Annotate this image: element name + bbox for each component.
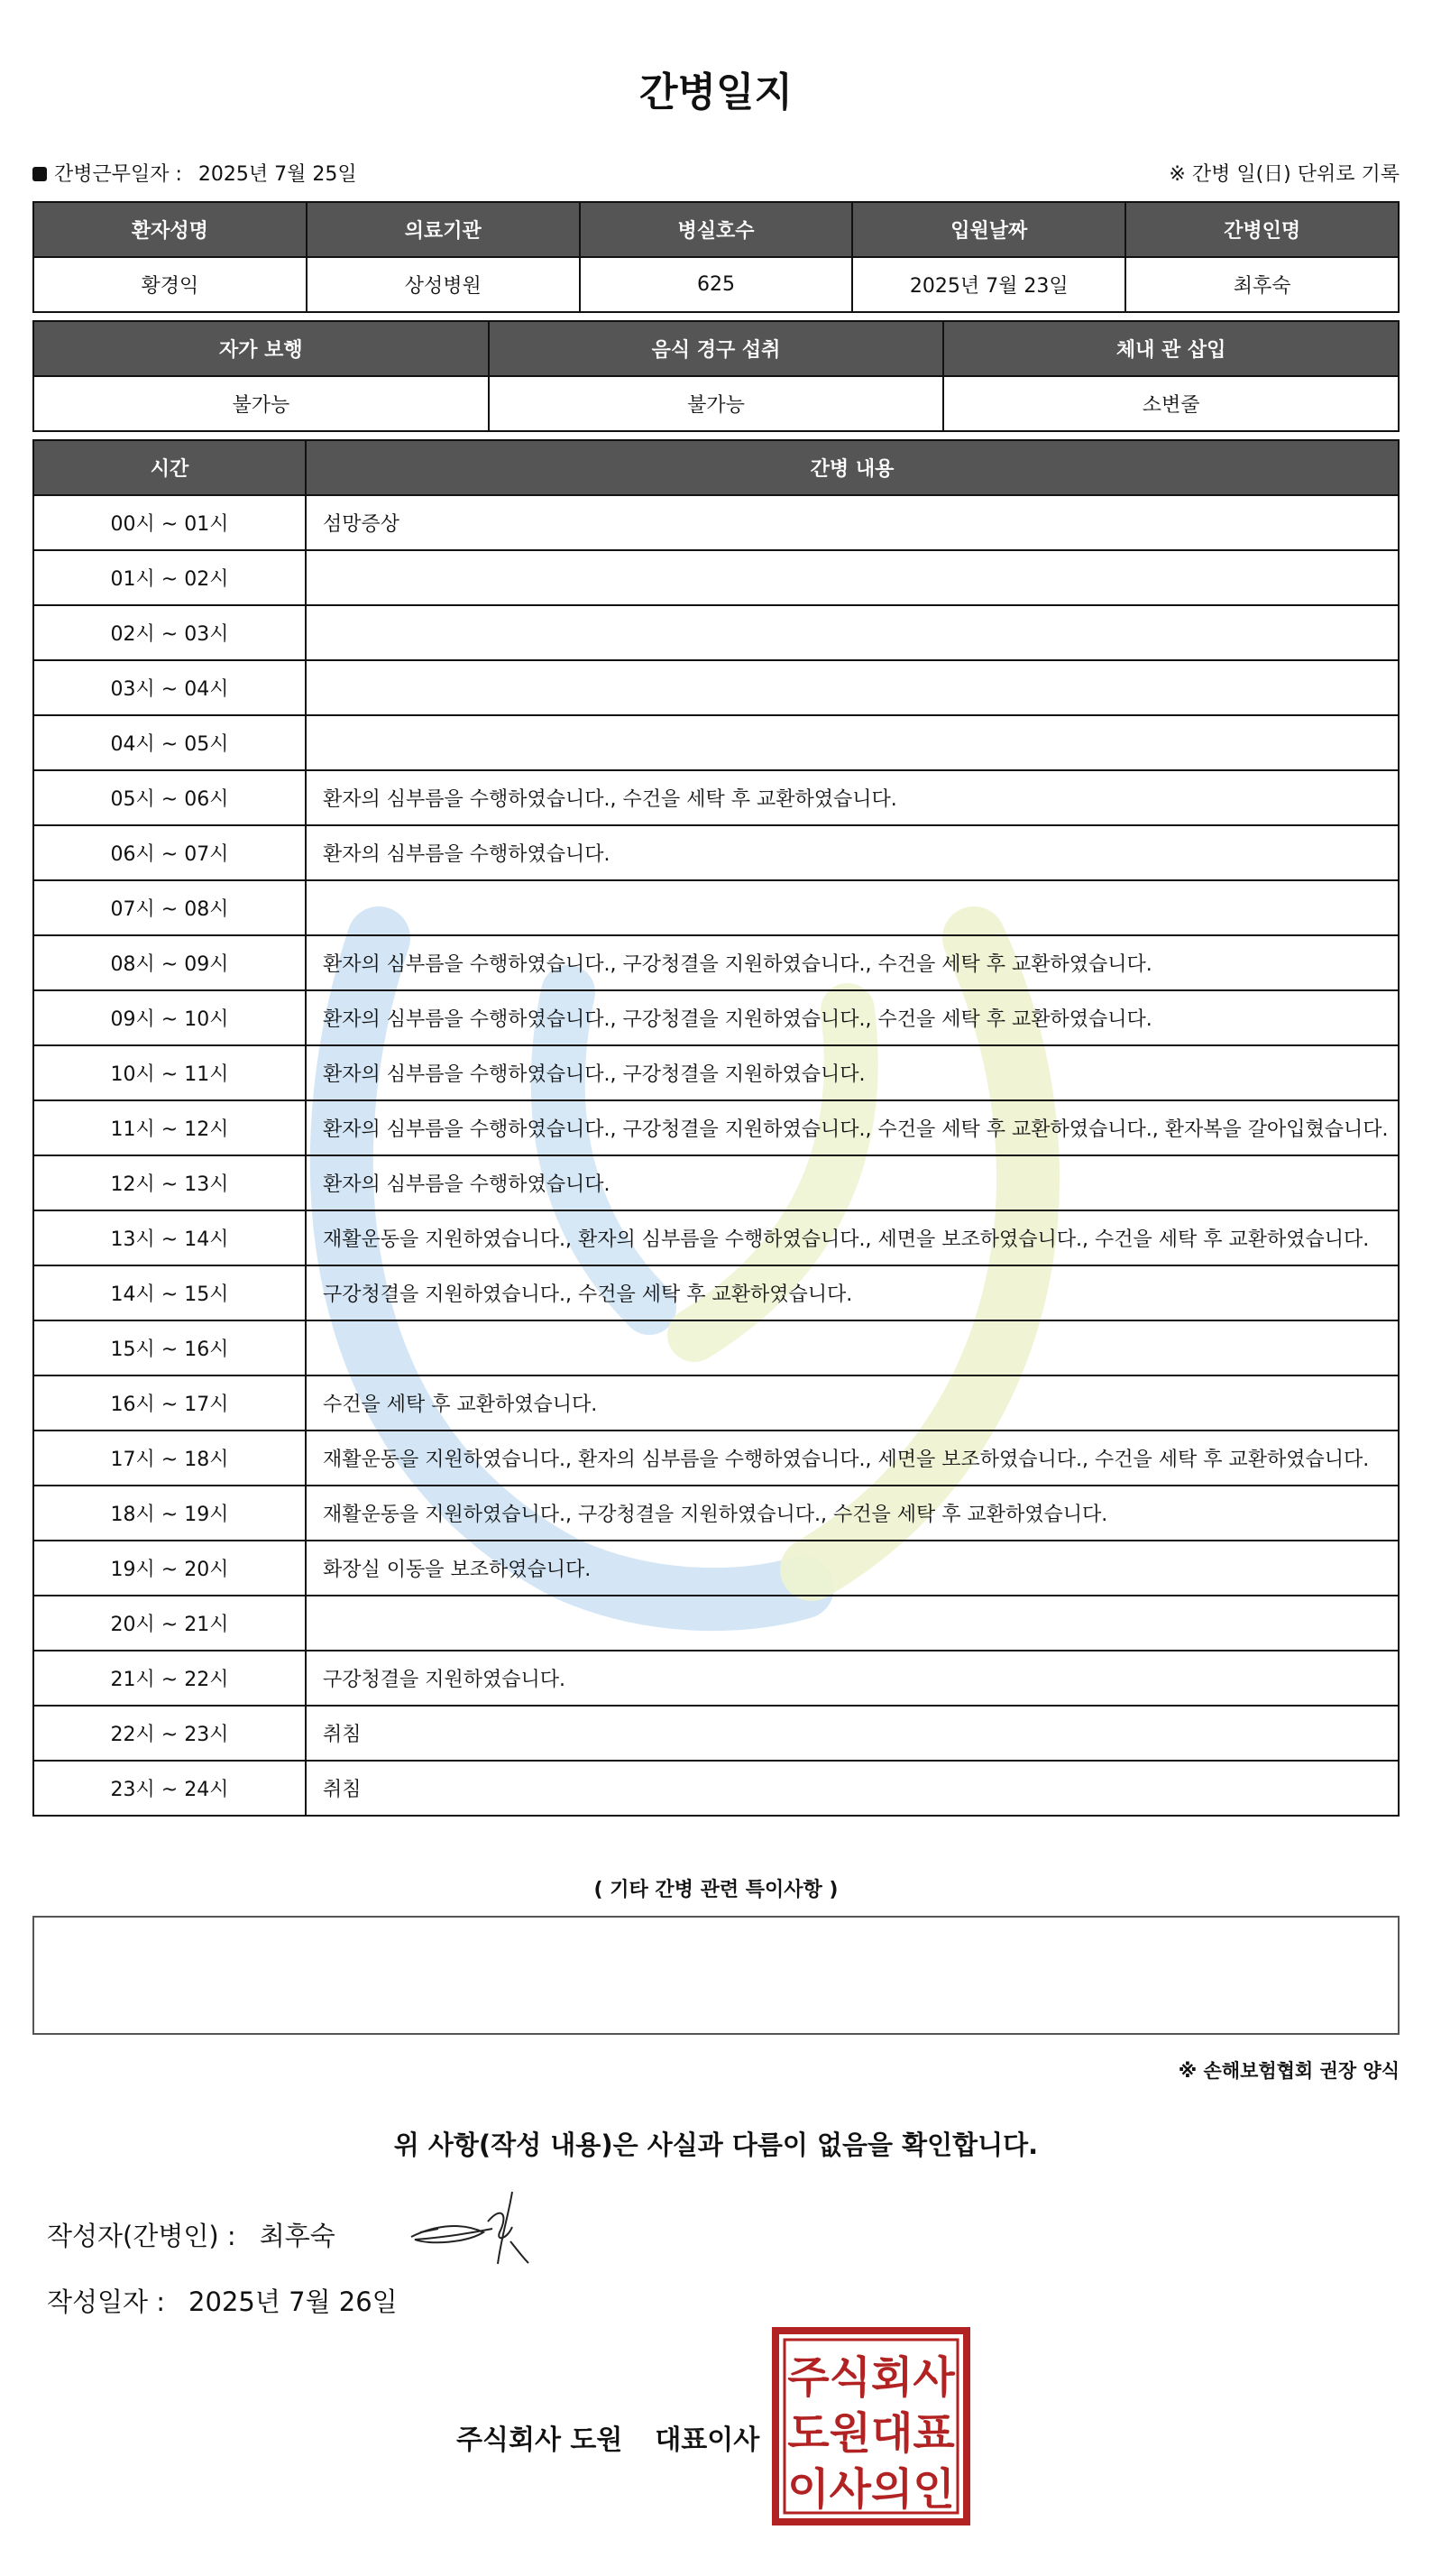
log-content: 환자의 심부름을 수행하였습니다. — [306, 825, 1399, 880]
company-title: 대표이사 — [655, 2424, 760, 2456]
seal-line-3: 이사의인 — [787, 2464, 955, 2515]
table-row — [33, 550, 1399, 605]
log-time: 02시 ~ 03시 — [33, 605, 306, 660]
log-content: 환자의 심부름을 수행하였습니다., 구강청결을 지원하였습니다., 수건을 세탁 후 교환하였습니다. — [306, 935, 1399, 990]
table-row — [33, 1045, 1399, 1100]
header-walking: 자가 보행 — [33, 321, 489, 376]
page-title: 간병일지 — [638, 69, 793, 115]
log-time: 01시 ~ 02시 — [33, 550, 306, 605]
table-row — [33, 715, 1399, 770]
work-date-label: 간병근무일자 : — [54, 163, 182, 186]
table-row — [33, 1210, 1399, 1265]
work-date — [32, 159, 357, 187]
log-content — [306, 660, 1399, 715]
patient-name: 황경익 — [33, 257, 307, 312]
header-admission-date: 입원날짜 — [852, 202, 1125, 257]
status-value-row — [33, 376, 1399, 431]
work-date-row — [32, 159, 1400, 186]
log-content: 환자의 심부름을 수행하였습니다., 수건을 세탁 후 교환하였습니다. — [306, 770, 1399, 825]
table-row — [33, 1375, 1399, 1431]
log-content: 재활운동을 지원하였습니다., 환자의 심부름을 수행하였습니다., 세면을 보조하였습니다., 수건을 세탁 후 교환하였습니다. — [306, 1210, 1399, 1265]
admission-date: 2025년 7월 23일 — [852, 257, 1125, 312]
log-time: 12시 ~ 13시 — [33, 1155, 306, 1210]
company-seal-icon — [772, 2327, 970, 2525]
bullet-square-icon — [32, 167, 47, 181]
patient-value-row — [33, 257, 1399, 312]
log-time: 08시 ~ 09시 — [33, 935, 306, 990]
patient-info-table — [32, 201, 1400, 313]
patient-status-table — [32, 320, 1400, 432]
table-row — [33, 660, 1399, 715]
log-content — [306, 550, 1399, 605]
signature-icon — [402, 2187, 555, 2268]
log-time: 20시 ~ 21시 — [33, 1596, 306, 1651]
hospital: 상성병원 — [307, 257, 580, 312]
recommend-note: ※ 손해보험협회 권장 양식 — [1178, 2060, 1400, 2082]
confirm-statement: 위 사항(작성 내용)은 사실과 다름이 없음을 확인합니다. — [393, 2130, 1039, 2160]
write-date-line — [47, 2282, 398, 2319]
writer-name: 최후숙 — [259, 2221, 335, 2251]
table-row — [33, 1486, 1399, 1541]
header-patient-name: 환자성명 — [33, 202, 307, 257]
log-time: 19시 ~ 20시 — [33, 1541, 306, 1596]
log-time: 18시 ~ 19시 — [33, 1486, 306, 1541]
oral-intake-status: 불가능 — [489, 376, 944, 431]
header-content: 간병 내용 — [306, 440, 1399, 495]
tube-status: 소변줄 — [943, 376, 1399, 431]
log-time: 07시 ~ 08시 — [33, 880, 306, 935]
work-date-value: 2025년 7월 25일 — [197, 163, 357, 186]
table-row — [33, 1100, 1399, 1155]
log-time: 06시 ~ 07시 — [33, 825, 306, 880]
log-header-row — [33, 440, 1399, 495]
log-time: 03시 ~ 04시 — [33, 660, 306, 715]
log-content — [306, 715, 1399, 770]
patient-header-row — [33, 202, 1399, 257]
company-name: 주식회사 도원 — [456, 2424, 623, 2456]
log-time: 16시 ~ 17시 — [33, 1375, 306, 1431]
table-row — [33, 1651, 1399, 1706]
log-time: 04시 ~ 05시 — [33, 715, 306, 770]
log-time: 09시 ~ 10시 — [33, 990, 306, 1045]
table-row — [33, 1320, 1399, 1375]
log-content: 화장실 이동을 보조하였습니다. — [306, 1541, 1399, 1596]
log-content — [306, 1320, 1399, 1375]
header-caregiver: 간병인명 — [1125, 202, 1399, 257]
status-header-row — [33, 321, 1399, 376]
log-time: 22시 ~ 23시 — [33, 1706, 306, 1761]
table-row — [33, 880, 1399, 935]
writer-line — [47, 2216, 335, 2253]
log-content: 환자의 심부름을 수행하였습니다., 구강청결을 지원하였습니다., 수건을 세탁 후 교환하였습니다. — [306, 990, 1399, 1045]
log-content: 재활운동을 지원하였습니다., 구강청결을 지원하였습니다., 수건을 세탁 후 교환하였습니다. — [306, 1486, 1399, 1541]
table-row — [33, 495, 1399, 550]
log-content: 환자의 심부름을 수행하였습니다. — [306, 1155, 1399, 1210]
log-time: 00시 ~ 01시 — [33, 495, 306, 550]
log-content: 수건을 세탁 후 교환하였습니다. — [306, 1375, 1399, 1431]
table-row — [33, 1431, 1399, 1486]
log-content: 취침 — [306, 1706, 1399, 1761]
log-time: 17시 ~ 18시 — [33, 1431, 306, 1486]
write-date-value: 2025년 7월 26일 — [188, 2286, 398, 2317]
walking-status: 불가능 — [33, 376, 489, 431]
unit-note: ※ 간병 일(日) 단위로 기록 — [1169, 163, 1400, 186]
log-time: 05시 ~ 06시 — [33, 770, 306, 825]
log-time: 15시 ~ 16시 — [33, 1320, 306, 1375]
table-row — [33, 990, 1399, 1045]
care-log-table — [32, 439, 1400, 1817]
log-content: 섬망증상 — [306, 495, 1399, 550]
header-hospital: 의료기관 — [307, 202, 580, 257]
table-row — [33, 1155, 1399, 1210]
header-oral-intake: 음식 경구 섭취 — [489, 321, 944, 376]
log-time: 14시 ~ 15시 — [33, 1265, 306, 1320]
log-content — [306, 1596, 1399, 1651]
room-number: 625 — [580, 257, 853, 312]
table-row — [33, 1761, 1399, 1816]
log-time: 13시 ~ 14시 — [33, 1210, 306, 1265]
seal-line-2: 도원대표 — [787, 2408, 955, 2459]
log-time: 21시 ~ 22시 — [33, 1651, 306, 1706]
write-date-label: 작성일자 : — [47, 2286, 166, 2317]
table-row — [33, 605, 1399, 660]
header-time: 시간 — [33, 440, 306, 495]
log-content — [306, 880, 1399, 935]
header-room: 병실호수 — [580, 202, 853, 257]
log-time: 10시 ~ 11시 — [33, 1045, 306, 1100]
table-row — [33, 1596, 1399, 1651]
log-content: 환자의 심부름을 수행하였습니다., 구강청결을 지원하였습니다., 수건을 세탁 후 교환하였습니다., 환자복을 갈아입혔습니다. — [306, 1100, 1399, 1155]
table-row — [33, 1265, 1399, 1320]
log-time: 11시 ~ 12시 — [33, 1100, 306, 1155]
log-time: 23시 ~ 24시 — [33, 1761, 306, 1816]
header-tube: 체내 관 삽입 — [943, 321, 1399, 376]
log-content: 구강청결을 지원하였습니다., 수건을 세탁 후 교환하였습니다. — [306, 1265, 1399, 1320]
table-row — [33, 770, 1399, 825]
caregiver-name: 최후숙 — [1125, 257, 1399, 312]
company-line — [456, 2417, 759, 2457]
table-row — [33, 825, 1399, 880]
seal-line-1: 주식회사 — [787, 2352, 955, 2403]
log-content: 취침 — [306, 1761, 1399, 1816]
table-row — [33, 1541, 1399, 1596]
writer-label: 작성자(간병인) : — [47, 2221, 236, 2251]
table-row — [33, 935, 1399, 990]
log-content: 재활운동을 지원하였습니다., 환자의 심부름을 수행하였습니다., 세면을 보조하였습니다., 수건을 세탁 후 교환하였습니다. — [306, 1431, 1399, 1486]
log-content — [306, 605, 1399, 660]
special-notes-box — [32, 1916, 1400, 2035]
special-notes-title: ( 기타 간병 관련 특이사항 ) — [593, 1879, 839, 1901]
log-content: 구강청결을 지원하였습니다. — [306, 1651, 1399, 1706]
log-content: 환자의 심부름을 수행하였습니다., 구강청결을 지원하였습니다. — [306, 1045, 1399, 1100]
table-row — [33, 1706, 1399, 1761]
